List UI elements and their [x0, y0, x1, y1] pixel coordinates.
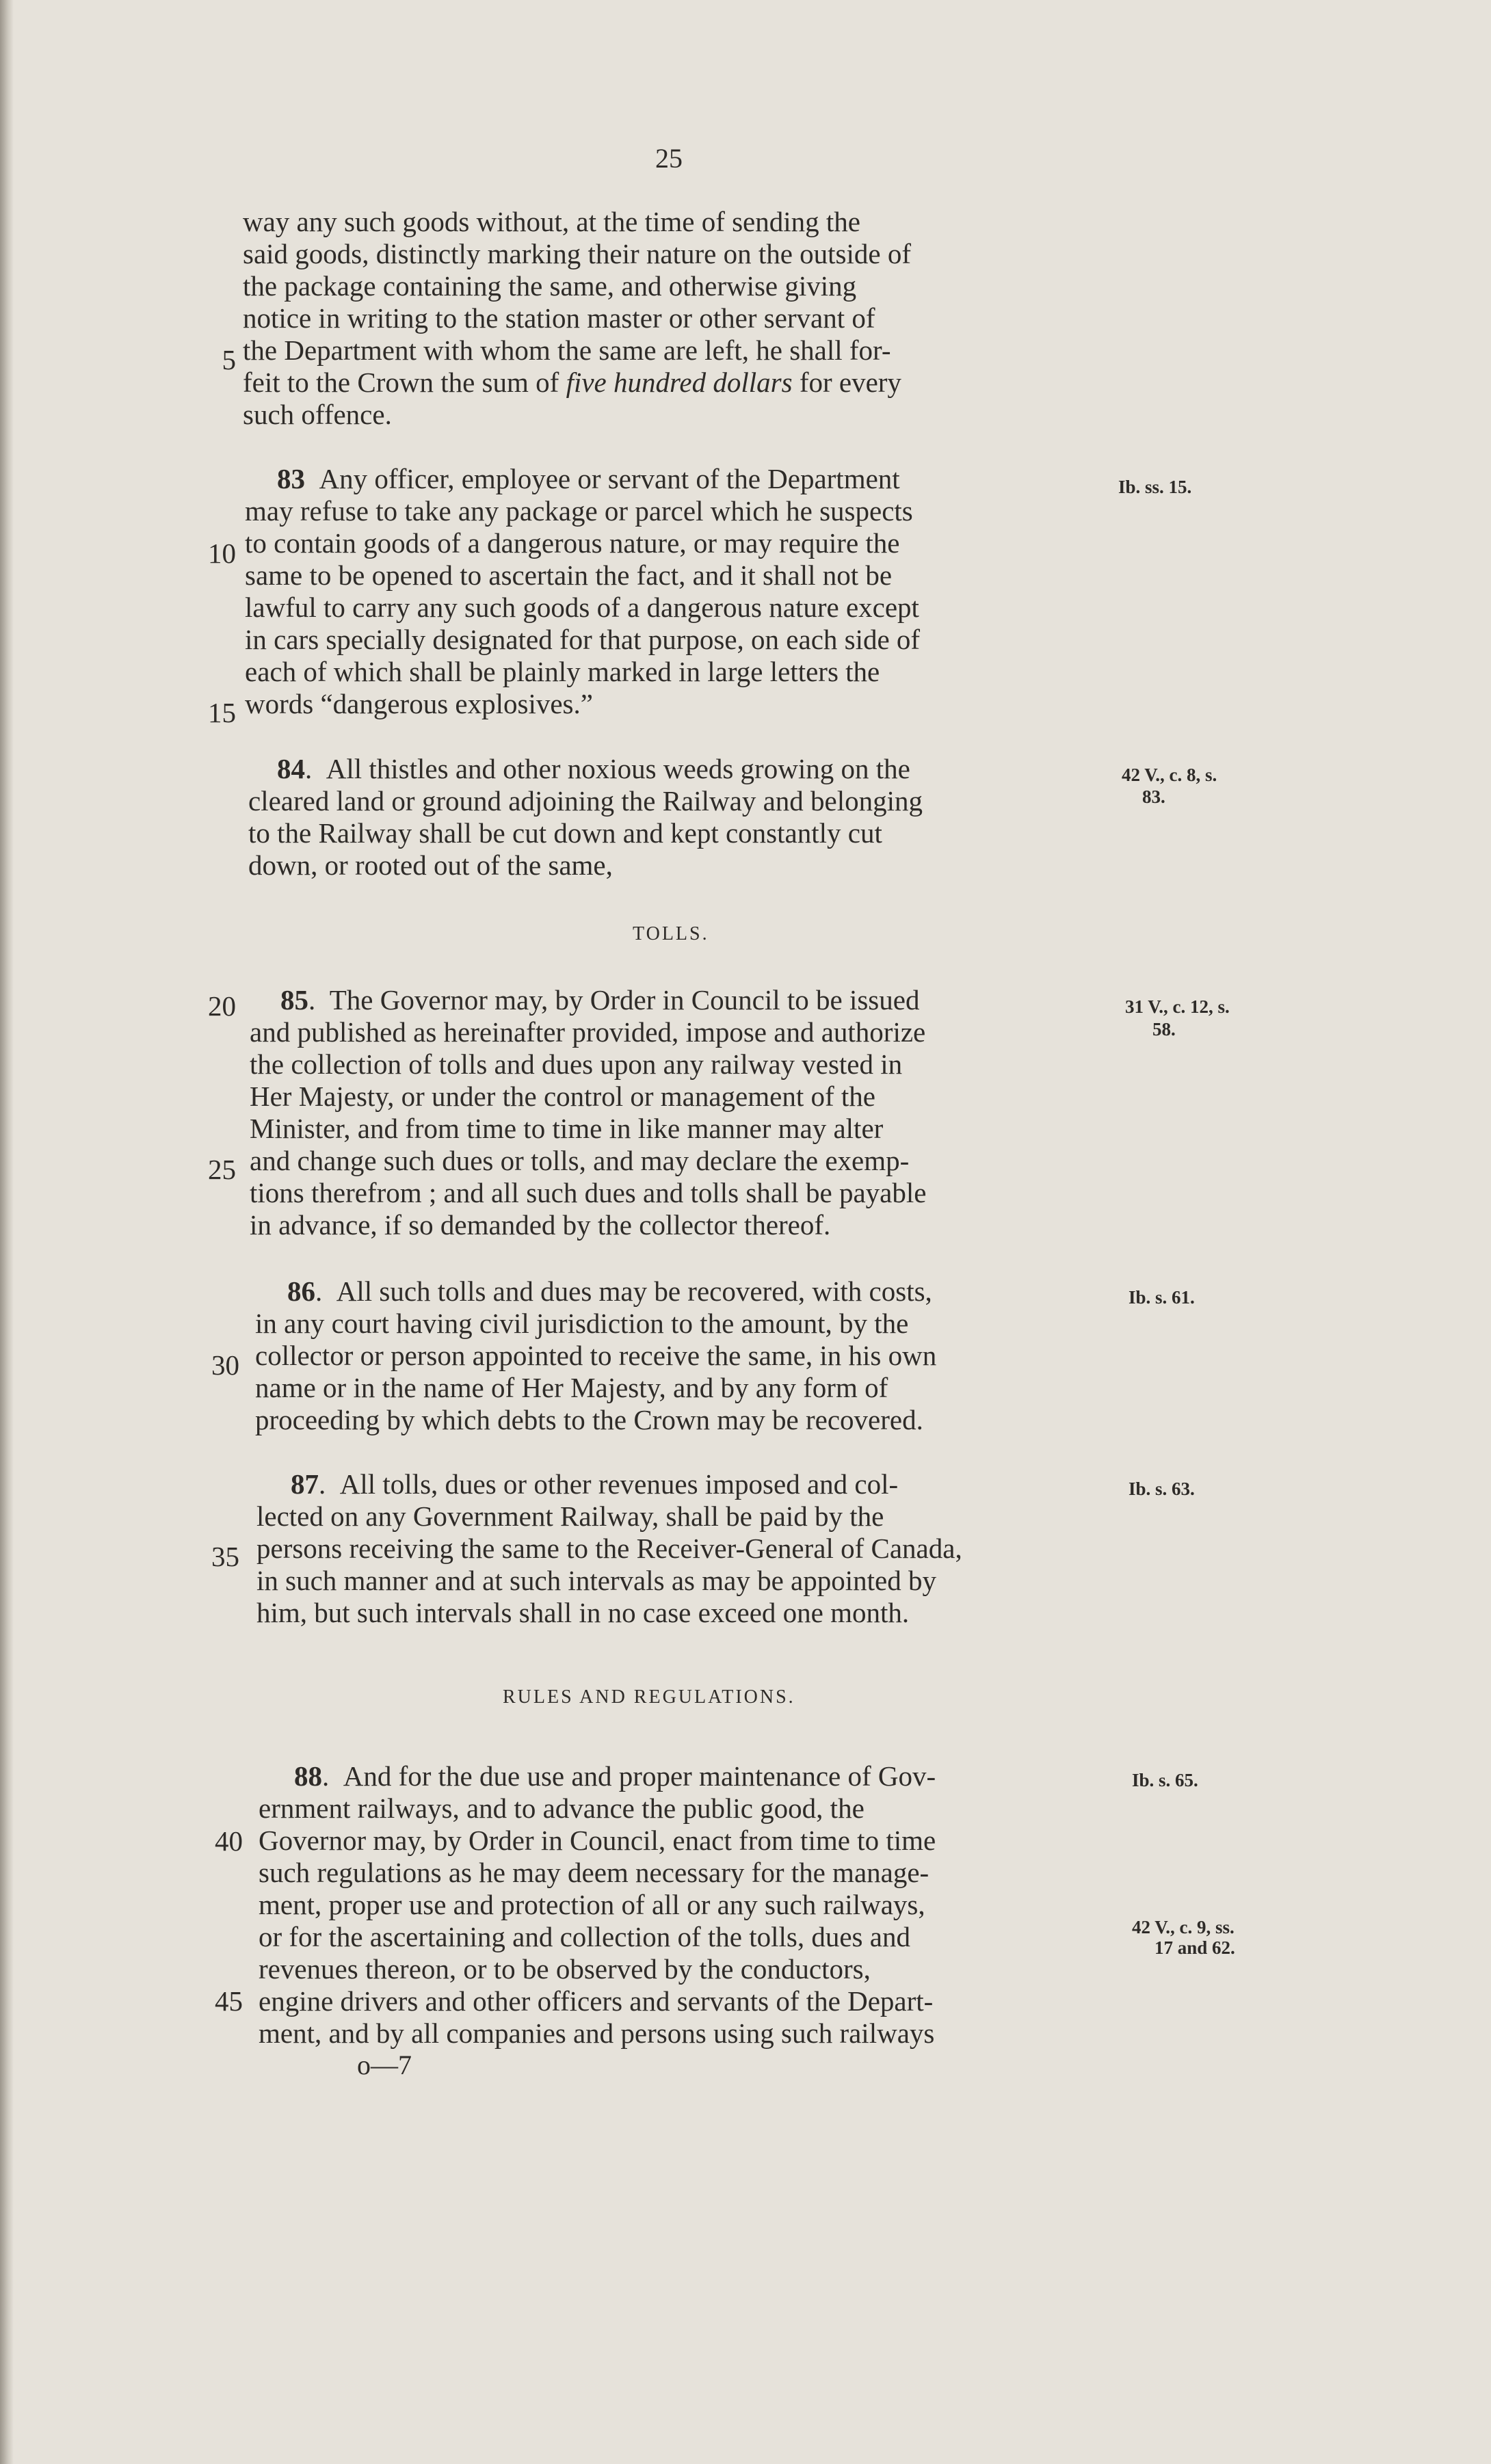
section-number: 88 [294, 1760, 322, 1792]
text-line: said goods, distinctly marking their nature on the outside of [243, 238, 911, 269]
text-line: revenues thereon, or to be observed by the conductors, [259, 1953, 871, 1985]
section-number: 86 [287, 1275, 315, 1307]
marginal-note: Ib. s. 63. [1129, 1479, 1195, 1499]
line-number-20: 20 [208, 990, 236, 1022]
text-line: same to be opened to ascertain the fact, and it shall not be [245, 559, 893, 591]
section-number: 87 [291, 1468, 319, 1500]
text-line: him, but such intervals shall in no case exceed one month. [256, 1597, 910, 1628]
text-line-with-italic [243, 366, 901, 399]
text-line: each of which shall be plainly marked in large letters the [245, 656, 880, 687]
text-line: the package containing the same, and otherwise giving [243, 270, 857, 302]
marginal-note: Ib. ss. 15. [1118, 477, 1192, 497]
text-line: the Department with whom the same are left, he shall for- [243, 334, 891, 366]
text-line: persons receiving the same to the Receiver-General of Canada, [256, 1533, 962, 1564]
line-number-5: 5 [222, 344, 236, 375]
text-line: ment, and by all companies and persons using such railways [259, 2017, 935, 2049]
text-line: words “dangerous explosives.” [245, 688, 593, 719]
line-number-35: 35 [211, 1541, 239, 1572]
text-line: ernment railways, and to advance the public good, the [259, 1792, 865, 1824]
text-line: Minister, and from time to time in like manner may alter [250, 1113, 884, 1144]
text-line: lawful to carry any such goods of a dangerous nature except [245, 592, 919, 623]
text-line: notice in writing to the station master or other servant of [243, 302, 875, 334]
text-after-italic: for every [792, 367, 901, 398]
section-number: 84 [277, 753, 305, 784]
text-line: way any such goods without, at the time of sending the [243, 206, 860, 237]
line-number-45: 45 [215, 1985, 243, 2017]
text-line: Governor may, by Order in Council, enact from time to time [259, 1825, 936, 1856]
text-line: may refuse to take any package or parcel which he suspects [245, 495, 913, 527]
text-line: Her Majesty, or under the control or management of the [250, 1081, 875, 1112]
marginal-note: 58. [1152, 1019, 1176, 1039]
heading-rules-and-regulations: RULES AND REGULATIONS. [503, 1686, 795, 1708]
section-83-first-line: 83 Any officer, employee or servant of the Department [277, 463, 900, 494]
marginal-note: 42 V., c. 9, ss. [1132, 1917, 1235, 1937]
section-number: 85 [280, 984, 308, 1016]
text-line: and published as hereinafter provided, impose and authorize [250, 1016, 926, 1048]
section-88-first-line: 88. And for the due use and proper maintenance of Gov- [294, 1760, 936, 1792]
text-line: in such manner and at such intervals as may be appointed by [256, 1565, 936, 1596]
text-line: in advance, if so demanded by the collector thereof. [250, 1209, 831, 1241]
text-line: engine drivers and other officers and servants of the Depart- [259, 1985, 934, 2017]
section-84-first-line: 84. All thistles and other noxious weeds growing on the [277, 753, 910, 784]
text-line: and change such dues or tolls, and may declare the exemp- [250, 1145, 910, 1176]
signature-mark: o—7 [357, 2050, 412, 2080]
book-spine-shadow [0, 0, 14, 2464]
text-line: tions therefrom ; and all such dues and tolls shall be payable [250, 1177, 927, 1208]
text-before-italic: feit to the Crown the sum of [243, 367, 566, 398]
text-line: or for the ascertaining and collection of the tolls, dues and [259, 1921, 910, 1952]
marginal-note: 31 V., c. 12, s. [1125, 996, 1230, 1017]
marginal-note: Ib. s. 61. [1129, 1287, 1195, 1308]
text-line: name or in the name of Her Majesty, and by any form of [255, 1372, 888, 1403]
marginal-note: Ib. s. 65. [1132, 1770, 1198, 1790]
line-number-40: 40 [215, 1825, 243, 1857]
text-line: to the Railway shall be cut down and kept constantly cut [248, 817, 882, 849]
section-86-first-line: 86. All such tolls and dues may be recovered, with costs, [287, 1275, 932, 1307]
text-line: such regulations as he may deem necessary for the manage- [259, 1857, 929, 1888]
text-line: the collection of tolls and dues upon any railway vested in [250, 1048, 903, 1080]
marginal-note: 42 V., c. 8, s. [1122, 765, 1217, 785]
line-number-15: 15 [208, 697, 236, 728]
text-line: in cars specially designated for that purpose, on each side of [245, 624, 921, 655]
section-number: 83 [277, 463, 305, 494]
line-number-30: 30 [211, 1349, 239, 1381]
marginal-note: 83. [1142, 786, 1165, 807]
section-85-first-line: 85. The Governor may, by Order in Council to be issued [280, 984, 920, 1016]
marginal-note: 17 and 62. [1154, 1937, 1235, 1958]
text-line: in any court having civil jurisdiction to the amount, by the [255, 1308, 909, 1339]
section-87-first-line: 87. All tolls, dues or other revenues imposed and col- [291, 1468, 899, 1500]
text-line: lected on any Government Railway, shall be paid by the [256, 1500, 884, 1532]
page-number: 25 [655, 143, 683, 174]
text-line: to contain goods of a dangerous nature, or may require the [245, 527, 900, 559]
text-line: down, or rooted out of the same, [248, 849, 613, 881]
line-number-10: 10 [208, 538, 236, 569]
italic-amount: five hundred dollars [566, 367, 793, 398]
text-line: ment, proper use and protection of all or any such railways, [259, 1889, 925, 1920]
heading-tolls: TOLLS. [633, 923, 709, 944]
text-line: proceeding by which debts to the Crown may be recovered. [255, 1404, 923, 1435]
text-line: such offence. [243, 399, 392, 430]
text-line: collector or person appointed to receive the same, in his own [255, 1340, 937, 1371]
line-number-25: 25 [208, 1154, 236, 1185]
text-line: cleared land or ground adjoining the Railway and belonging [248, 785, 923, 817]
